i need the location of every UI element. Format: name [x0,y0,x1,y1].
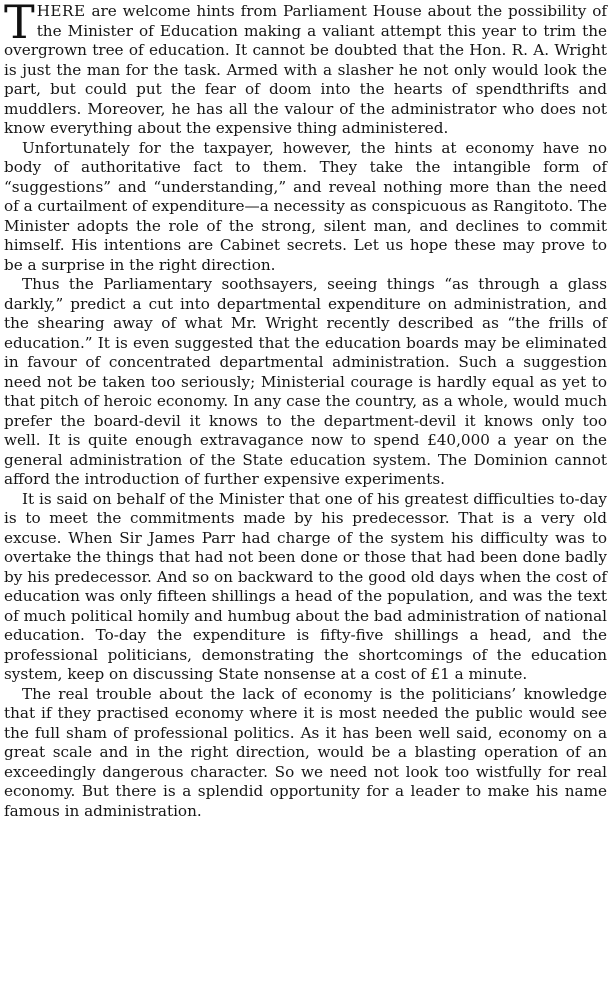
lead-word: HERE [36,2,86,20]
paragraph-1-text: are welcome hints from Parliament House about the possibility of the Minister of Education making a valiant attempt this year to trim the overgrown tree of education. It cannot be doubted that the Hon. R. A. Wright is just the man for the task. Armed with a slasher he not only would look the part, but could put the fear of doom into the hearts of spendthrifts and muddlers. Moreover, he has all the valour of the administrator who does not know everything about the expensive thing administered. [4,2,607,137]
paragraph-4: It is said on behalf of the Minister that one of his greatest difficulties to-day is to meet the commitments made by his predecessor. That is a very old excuse. When Sir James Parr had charge of the system his difficulty was to overtake the things that had not been done or those that had been done badly by his predecessor. And so on backward to the good old days when the cost of education was only fifteen shillings a head of the population, and was the text of much political homily and humbug about the bad administration of national education. To-day the expenditure is fifty-five shillings a head, and the professional politicians, demonstrating the shortcomings of the education system, keep on discussing State nonsense at a cost of £1 a minute. [4,489,608,683]
paragraph-1 [4,2,607,139]
paragraph-3: Thus the Parliamentary soothsayers, seeing things “as through a glass darkly,” predict a cut into departmental expenditure on administration, and the shearing away of what Mr. Wright recently described as “the frills of education.” It is even suggested that the education boards may be eliminated in favour of concentrated departmental administration. Such a suggestion need not be taken too seriously; Ministerial courage is hardly equal as yet to that pitch of heroic economy. In any case the country, as a whole, would much prefer the board-devil it knows to the department-devil it knows only too well. It is quite enough extravagance now to spend £40,000 a year on the general administration of the State education system. The Dominion cannot afford the introduction of further expensive experiments. [4,275,607,488]
paragraph-2: Unfortunately for the taxpayer, however, the hints at economy have no body of authoritative fact to them. They take the intangible form of “suggestions” and “understanding,” and reveal nothing more than the need of a curtailment of expenditure—a necessity as conspicuous as Rangitoto. The Minister adopts the role of the strong, silent man, and declines to commit himself. His intentions are Cabinet secrets. Let us hope these may prove to be a surprise in the right direction. [4,138,607,274]
drop-cap: T [4,0,35,49]
paragraph-5: The real trouble about the lack of economy is the politicians’ knowledge that if they practised economy where it is most needed the public would see the full sham of professional politics. As it has been well said, economy on a great scale and in the right direction, would be a blasting operation of an exceedingly dangerous character. So we need not look too wistfully for real economy. But there is a splendid opportunity for a leader to make his name famous in administration. [4,684,607,820]
